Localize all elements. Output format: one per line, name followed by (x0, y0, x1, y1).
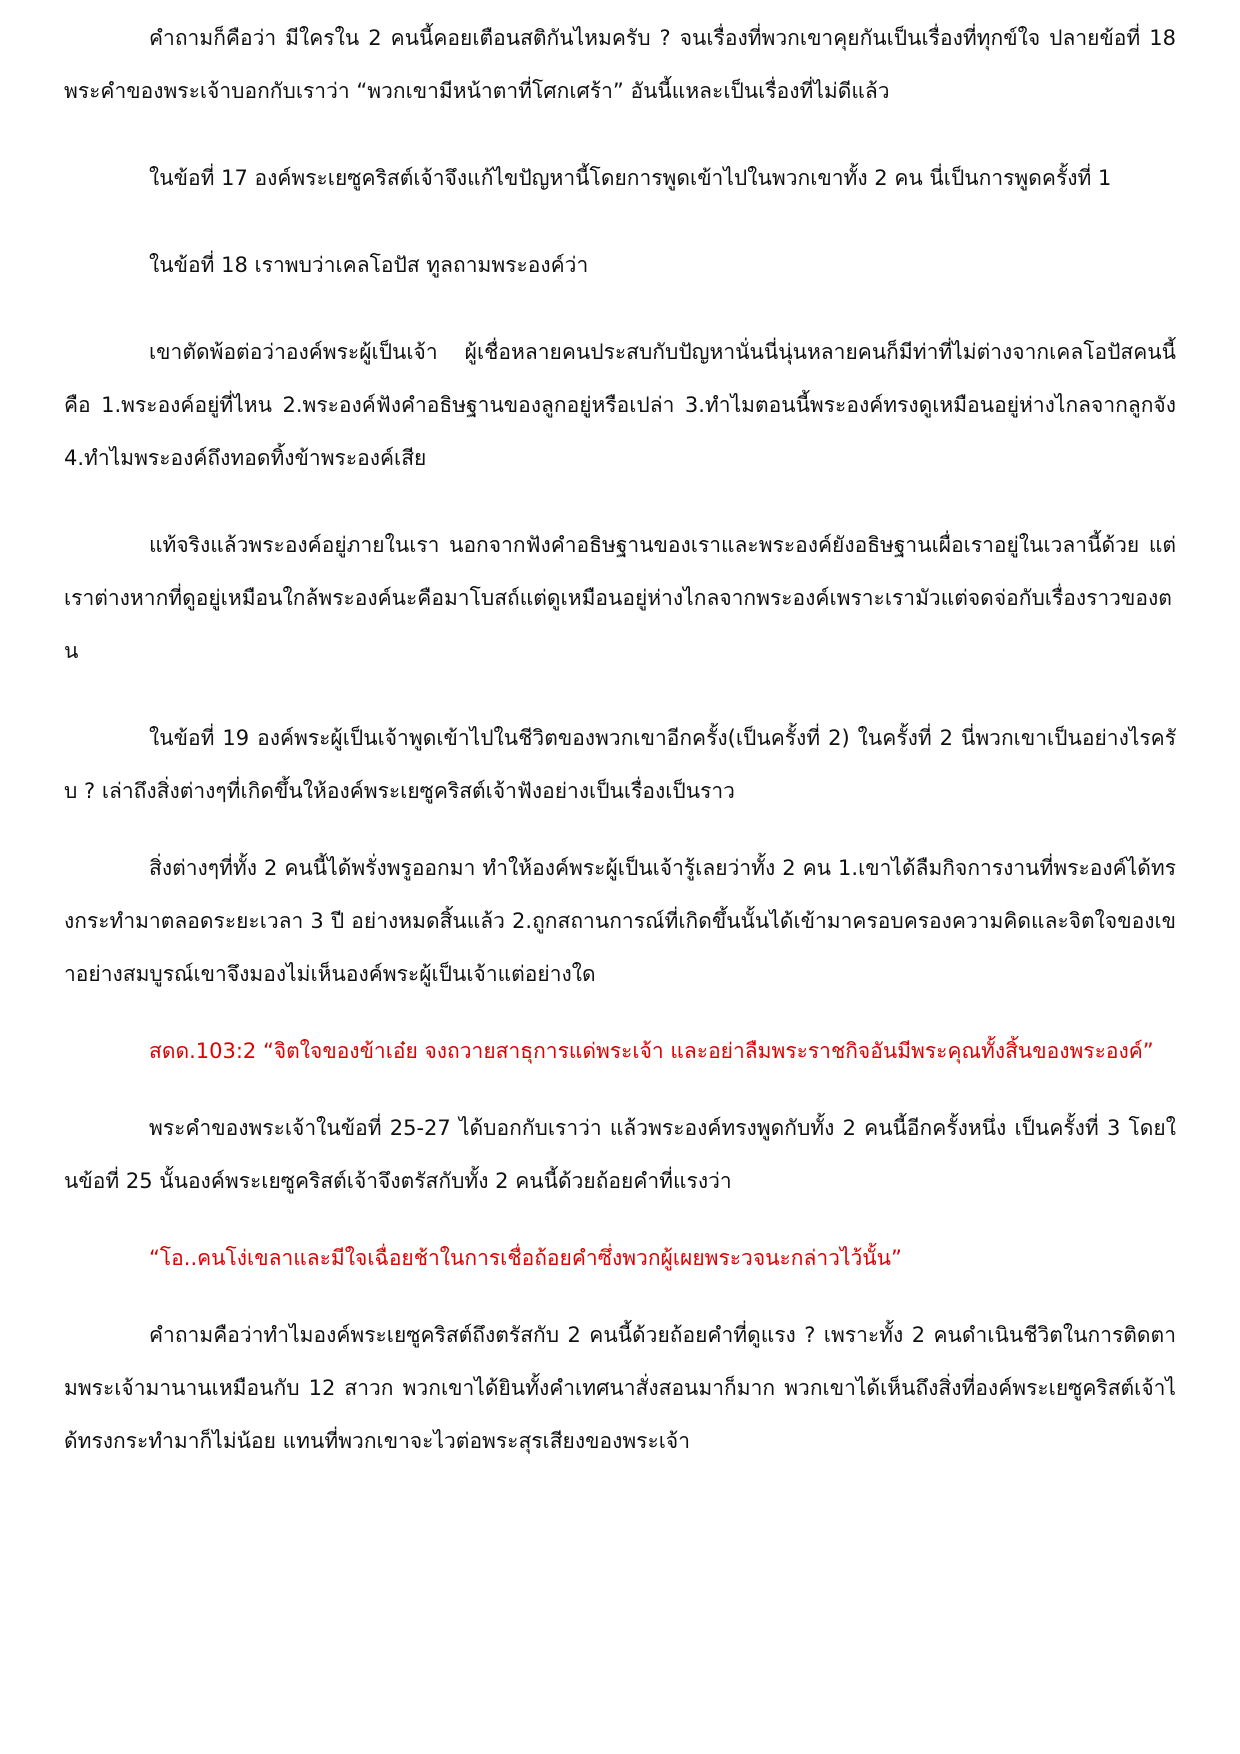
paragraph-7: สิ่งต่างๆที่ทั้ง 2 คนนี้ได้พรั่งพรูออกมา ทำให้องค์พระผู้เป็นเจ้ารู้เลยว่าทั้ง 2 คน 1.เขาได้ลืมกิจการงานที่พระองค์ได้ทรงกระทำมาตลอดระยะเวลา 3 ปี อย่างหมดสิ้นแล้ว 2.ถูกสถานการณ์ที่เกิดขึ้นนั้นได้เข้ามาครอบครองความคิดและจิตใจของเขาอย่างสมบูรณ์เขาจึงมองไม่เห็นองค์พระผู้เป็นเจ้าแต่อย่างใด (64, 856, 1176, 986)
paragraph-2: ในข้อที่ 17 องค์พระเยซูคริสต์เจ้าจึงแก้ไขปัญหานี้โดยการพูดเข้าไปในพวกเขาทั้ง 2 คน นี่เป็นการพูดครั้งที่ 1 (149, 166, 1112, 190)
paragraph-6: ในข้อที่ 19 องค์พระผู้เป็นเจ้าพูดเข้าไปในชีวิตของพวกเขาอีกครั้ง(เป็นครั้งที่ 2) ในครั้งที่ 2 นี่พวกเขาเป็นอย่างไรครับ ? เล่าถึงสิ่งต่างๆที่เกิดขึ้นให้องค์พระเยซูคริสต์เจ้าฟังอย่างเป็นเรื่องเป็นราว (64, 726, 1176, 803)
document-page (64, 0, 1176, 1468)
scripture-quote-psalm: สดด.103:2 “จิตใจของข้าเอ๋ย จงถวายสาธุการแด่พระเจ้า และอย่าลืมพระราชกิจอันมีพระคุณทั้งสิ้นของพระองค์” (149, 1039, 1154, 1063)
paragraph-9: พระคำของพระเจ้าในข้อที่ 25-27 ได้บอกกับเราว่า แล้วพระองค์ทรงพูดกับทั้ง 2 คนนี้อีกครั้งหนึ่ง เป็นครั้งที่ 3 โดยในข้อที่ 25 นั้นองค์พระเยซูคริสต์เจ้าจึงตรัสกับทั้ง 2 คนนี้ด้วยถ้อยคำที่แรงว่า (64, 1116, 1176, 1193)
paragraph-11: คำถามคือว่าทำไมองค์พระเยซูคริสต์ถึงตรัสกับ 2 คนนี้ด้วยถ้อยคำที่ดูแรง ? เพราะทั้ง 2 คนดำเนินชีวิตในการติดตามพระเจ้ามานานเหมือนกับ 12 สาวก พวกเขาได้ยินทั้งคำเทศนาสั่งสอนมาก็มาก พวกเขาได้เห็นถึงสิ่งที่องค์พระเยซูคริสต์เจ้าได้ทรงกระทำมาก็ไม่น้อย แทนที่พวกเขาจะไวต่อพระสุรเสียงของพระเจ้า (64, 1323, 1176, 1453)
paragraph-3: ในข้อที่ 18 เราพบว่าเคลโอปัส ทูลถามพระองค์ว่า (149, 253, 589, 277)
scripture-quote-luke: “โอ..คนโง่เขลาและมีใจเฉื่อยช้าในการเชื่อถ้อยคำซึ่งพวกผู้เผยพระวจนะกล่าวไว้นั้น” (149, 1246, 902, 1270)
paragraph-4: เขาตัดพ้อต่อว่าองค์พระผู้เป็นเจ้า ผู้เชื่อหลายคนประสบกับปัญหานั่นนี่นุ่นหลายคนก็มีท่าที่ไม่ต่างจากเคลโอปัสคนนี้ คือ 1.พระองค์อยู่ที่ไหน 2.พระองค์ฟังคำอธิษฐานของลูกอยู่หรือเปล่า 3.ทำไมตอนนี้พระองค์ทรงดูเหมือนอยู่ห่างไกลจากลูกจัง 4.ทำไมพระองค์ถึงทอดทิ้งข้าพระองค์เสีย (64, 340, 1176, 470)
paragraph-5: แท้จริงแล้วพระองค์อยู่ภายในเรา นอกจากฟังคำอธิษฐานของเราและพระองค์ยังอธิษฐานเผื่อเราอยู่ในเวลานี้ด้วย แต่เราต่างหากที่ดูอยู่เหมือนใกล้พระองค์นะคือมาโบสถ์แต่ดูเหมือนอยู่ห่างไกลจากพระองค์เพราะเรามัวแต่จดจ่อกับเรื่องราวของตน (64, 533, 1176, 663)
paragraph-1: คำถามก็คือว่า มีใครใน 2 คนนี้คอยเตือนสติกันไหมครับ ? จนเรื่องที่พวกเขาคุยกันเป็นเรื่องที่ทุกข์ใจ ปลายข้อที่ 18 พระคำของพระเจ้าบอกกับเราว่า “พวกเขามีหน้าตาที่โศกเศร้า” อันนี้แหละเป็นเรื่องที่ไม่ดีแล้ว (64, 26, 1176, 103)
